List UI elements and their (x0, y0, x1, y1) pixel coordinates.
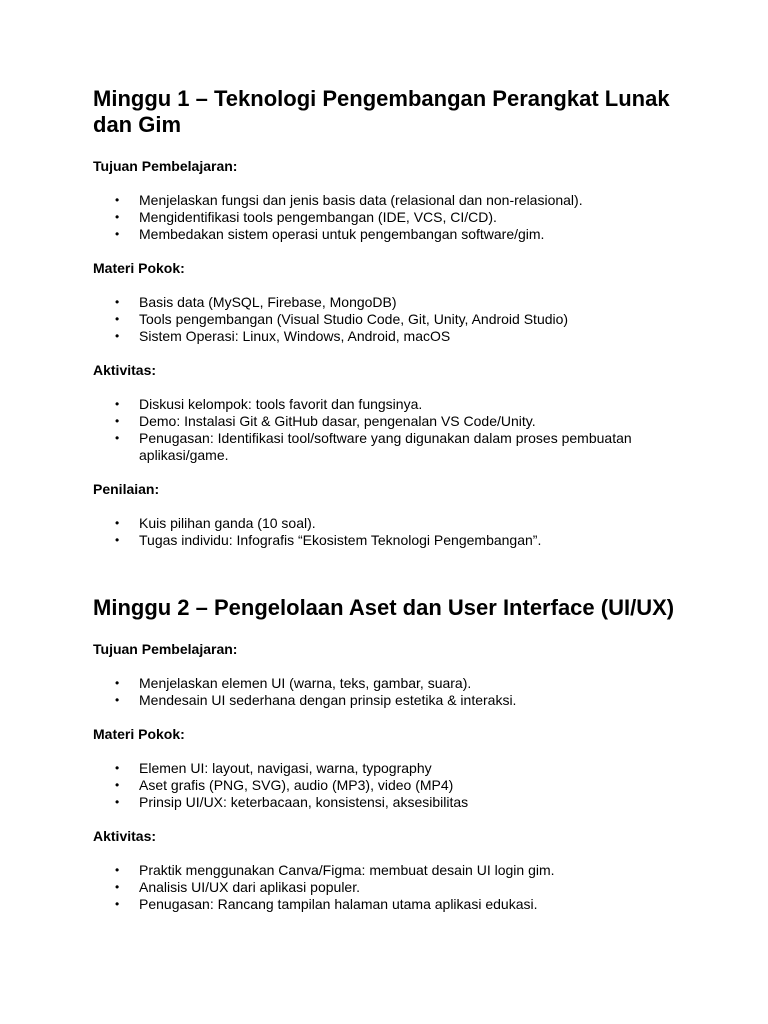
list-item-text: Elemen UI: layout, navigasi, warna, typography (139, 760, 432, 776)
list-item-text: Kuis pilihan ganda (10 soal). (139, 515, 316, 531)
list-item (93, 413, 693, 430)
bullet-list (93, 192, 693, 243)
bullet-list (93, 862, 693, 913)
bullet-list (93, 294, 693, 345)
list-item (93, 862, 693, 879)
list-item (93, 675, 693, 692)
bullet-icon: • (115, 210, 120, 224)
week-1-learning-objectives (93, 158, 693, 243)
bullet-icon: • (115, 312, 120, 326)
week-1-assessment (93, 481, 693, 549)
list-item-text: Mengidentifikasi tools pengembangan (IDE, VCS, CI/CD). (139, 209, 497, 225)
week-1-core-material (93, 260, 693, 345)
document-page (93, 86, 693, 913)
list-item (93, 760, 693, 777)
list-item-text: Tugas individu: Infografis “Ekosistem Teknologi Pengembangan”. (139, 532, 542, 548)
week-1-section (93, 86, 693, 549)
section-heading: Aktivitas: (93, 828, 157, 844)
section-heading: Tujuan Pembelajaran: (93, 158, 238, 174)
bullet-icon: • (115, 676, 120, 690)
week-1-activities (93, 362, 693, 464)
list-item-text: Prinsip UI/UX: keterbacaan, konsistensi, aksesibilitas (139, 794, 469, 810)
week-2-core-material (93, 726, 693, 811)
bullet-icon: • (115, 295, 120, 309)
list-item-text: Analisis UI/UX dari aplikasi populer. (139, 879, 360, 895)
section-heading: Tujuan Pembelajaran: (93, 641, 238, 657)
week-2-learning-objectives (93, 641, 693, 709)
bullet-icon: • (115, 193, 120, 207)
bullet-icon: • (115, 897, 120, 911)
list-item (93, 396, 693, 413)
list-item (93, 294, 693, 311)
list-item (93, 515, 693, 532)
section-heading: Materi Pokok: (93, 726, 185, 742)
list-item (93, 311, 693, 328)
list-item (93, 328, 693, 345)
list-item-text: Menjelaskan fungsi dan jenis basis data (relasional dan non-relasional). (139, 192, 583, 208)
section-heading: Aktivitas: (93, 362, 157, 378)
list-item-text: Demo: Instalasi Git & GitHub dasar, pengenalan VS Code/Unity. (139, 413, 536, 429)
list-item (93, 777, 693, 794)
bullet-list (93, 760, 693, 811)
list-item (93, 226, 693, 243)
bullet-icon: • (115, 795, 120, 809)
list-item (93, 209, 693, 226)
list-item-text: Praktik menggunakan Canva/Figma: membuat desain UI login gim. (139, 862, 555, 878)
list-item (93, 692, 693, 709)
list-item (93, 532, 693, 549)
list-item-text: Membedakan sistem operasi untuk pengembangan software/gim. (139, 226, 545, 242)
list-item-text: Basis data (MySQL, Firebase, MongoDB) (139, 294, 397, 310)
bullet-icon: • (115, 880, 120, 894)
bullet-icon: • (115, 693, 120, 707)
bullet-icon: • (115, 431, 120, 445)
list-item-text: Penugasan: Rancang tampilan halaman utama aplikasi edukasi. (139, 896, 538, 912)
list-item (93, 896, 693, 913)
bullet-list (93, 515, 693, 549)
week-2-section (93, 595, 693, 913)
list-item-text: Penugasan: Identifikasi tool/software yang digunakan dalam proses pembuatan aplikasi/game. (139, 430, 632, 463)
bullet-icon: • (115, 516, 120, 530)
list-item-text: Aset grafis (PNG, SVG), audio (MP3), video (MP4) (139, 777, 454, 793)
list-item-text: Menjelaskan elemen UI (warna, teks, gambar, suara). (139, 675, 472, 691)
list-item (93, 430, 693, 464)
list-item (93, 192, 693, 209)
list-item-text: Sistem Operasi: Linux, Windows, Android, macOS (139, 328, 451, 344)
bullet-icon: • (115, 761, 120, 775)
section-heading: Materi Pokok: (93, 260, 185, 276)
bullet-icon: • (115, 863, 120, 877)
list-item-text: Tools pengembangan (Visual Studio Code, Git, Unity, Android Studio) (139, 311, 569, 327)
week-2-title: Minggu 2 – Pengelolaan Aset dan User Interface (UI/UX) (93, 595, 675, 620)
bullet-icon: • (115, 329, 120, 343)
list-item-text: Mendesain UI sederhana dengan prinsip estetika & interaksi. (139, 692, 517, 708)
list-item (93, 879, 693, 896)
week-2-activities (93, 828, 693, 913)
bullet-list (93, 396, 693, 464)
week-1-title: Minggu 1 – Teknologi Pengembangan Perangkat Lunak dan Gim (93, 86, 670, 137)
bullet-icon: • (115, 397, 120, 411)
list-item (93, 794, 693, 811)
bullet-icon: • (115, 778, 120, 792)
section-heading: Penilaian: (93, 481, 160, 497)
bullet-icon: • (115, 533, 120, 547)
bullet-icon: • (115, 414, 120, 428)
bullet-icon: • (115, 227, 120, 241)
list-item-text: Diskusi kelompok: tools favorit dan fungsinya. (139, 396, 423, 412)
bullet-list (93, 675, 693, 709)
